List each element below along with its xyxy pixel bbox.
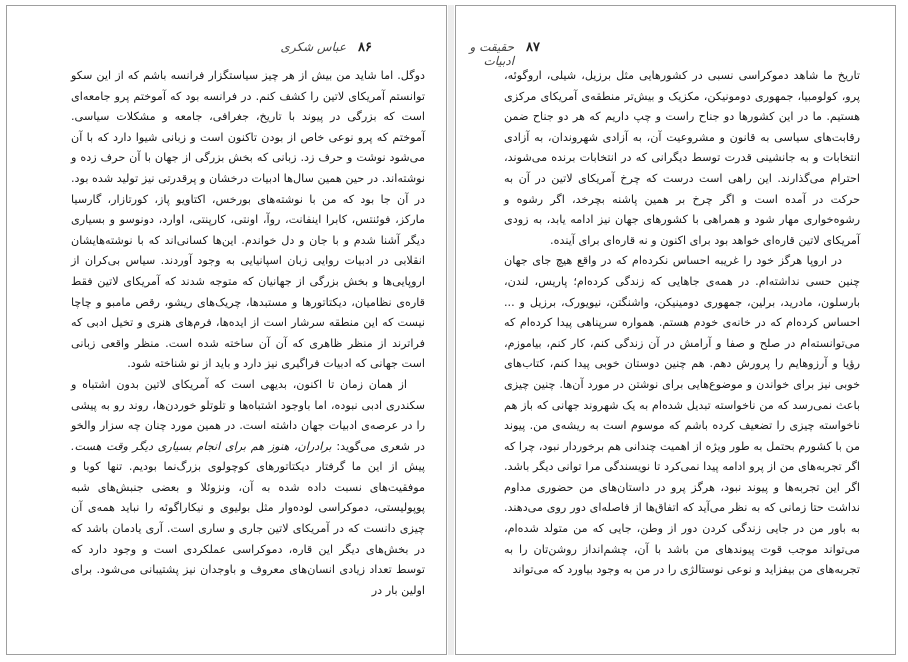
left-page: [6, 5, 447, 655]
book-gutter: [448, 5, 454, 655]
paragraph-text: از همان زمان تا اکنون، بدیهی است که آمریکای لاتین بدون اشتباه و سکندری ادبی نبوده، اما باوجود اشتباه‌ها و تلوتلو خوردن‌ها، روند رو به پیشی را در عرصه‌ی ادبیات جهان داشته است. در همین مورد چنان چه سزار والخو در شعری می‌گوید:: [71, 377, 426, 453]
right-page: [455, 5, 896, 655]
page-header: [280, 40, 372, 62]
paragraph-text: پیش از این ما گرفتار دیکتاتورهای کوچولوی بزرگ‌نما بودیم. تنها کوبا و موفقیت‌های نسبت داده شده به آن، ونزوئلا و بعضی جنبش‌های شبه پوپولیستی، دموکراسی لوده‌وار مثل بولیوی و نیکاراگوئه را نباید همه‌ی آن چیزی دانست که در آمریکای لاتین جاری و ساری است. آری یادمان باشد که در بخش‌های دیگر این قاره، دموکراسی عملکردی است و وجود دارد که توسط تعداد زیادی انسان‌های معروف و باوجدان نیز پشتیبانی می‌شود. برای اولین بار در: [71, 460, 425, 597]
paragraph: در اروپا هرگز خود را غریبه احساس نکرده‌ام که در واقع هیچ جای جهان چنین حسی نداشته‌ام. در همه‌ی جاهایی که زندگی کرده‌ام؛ پاریس، لندن، بارسلون، مادرید، برلین، جمهوری دومینیکن، واشنگتن، نیویورک، برزیل و ... احساس کرده‌ام که در خانه‌ی خودم هستم. همواره سرپناهی پیدا کرده‌ام که می‌توانسته‌ام در صلح و صفا و آرامش در آن زندگی کنم، کار کنم، بیاموزم، رؤیا و آرزوهایم را پرورش دهم. هم چنین دوستان خوبی پیدا کنم، کتاب‌های خوبی نیز برای خواندن و موضوع‌هایی برای نوشتن در مورد آن‌ها. چنین چیزی باعث نمی‌رسد که من ناخواسته تبدیل شده‌ام به یک شهروند جهانی که باز هم ناخواسته چیزی را تضعیف کرده باشم که موسوم است به ریشه‌ی من. پیوند من با کشورم بحتمل به طور ویژه از اهمیت چندانی هم برخوردار نبود، چرا که اگر تجربه‌های من از پرو ادامه پیدا نمی‌کرد تا نویسندگی مرا توانی دیگر باشد. اگر این تجربه‌ها و پیوند نبود، هرگز پرو در داستان‌های من حضوری مداوم نداشت حتا زمانی که به نظر می‌آید که اتفاق‌ها از فاصله‌ای دور روی می‌دهند. به باور من در جایی زندگی کردن دور از وطن، جایی که من متولد شده‌ام، می‌تواند موجب قوت پیوندهای من باشد با آن، چشم‌انداز روشن‌تان را به تجربه‌های من بیفزاید و نوعی نوستالژی را در من به وجود بیاورد که می‌تواند: [504, 254, 860, 577]
italic-quote: برادران، هنوز هم برای انجام بسیاری دیگر وقت هست.: [71, 439, 332, 453]
page-number: ۸۶: [358, 40, 372, 55]
paragraph: دوگل. اما شاید من بیش از هر چیز سیاستگزار فرانسه باشم که از این سکو توانستم آمریکای لاتین را کشف کنم. در فرانسه بود که آموختم پرو جامعه‌ای است که بزرگی در پیوند با تاریخ، جغرافی، جامعه و مشکلات سیاسی. آموختم که پرو نوعی خاص از بودن تاکنون است و زبانی شیوا دارد که با آن می‌شود نوشت و حرف زد. زبانی که بخش بزرگی از جهان با آن حرف زده و نوشته‌اند. در حین همین سال‌ها ادبیات درخشان و پرقدرتی نیز تولید شده بود. در آن جا بود که من با نوشته‌های بورخس، اکتاویو پاز، کورتازار، گارسیا مارکز، فوئنتس، کابرا اینفانت، روآ، اونتی، کارپنتی، اوارد، دونوسو و بسیاری دیگر آشنا شدم و با جان و دل خواندم. این‌ها کسانی‌اند که با نوشته‌هایشان انقلابی در ادبیات روایی زبان اسپانیایی به وجود آوردند. سیاس بی‌کران از اروپایی‌ها و بخش بزرگی از جهانیان که متوجه شدند که آمریکای لاتین فقط قاره‌ی نظامیان، دیکتاتورها و مستبدها، چریک‌های ریشو، رقص مامبو و چاچا نیست که این منطقه سرشار است از ایده‌ها، فرم‌های هنری و تخیل ادبی که فراترند از منظر ظاهری که آن آن ساخته شده است. منظر واقعی زبانی است جهانی که ادبیات فراگیری نیز دارد و باید از نو شناخته شود.: [71, 69, 425, 371]
page-body: [71, 66, 425, 601]
running-title: حقیقت و ادبیات: [469, 40, 515, 68]
paragraph: تاریخ ما شاهد دموکراسی نسبی در کشورهایی مثل برزیل، شیلی، اروگوئه، پرو، کولومبیا، جمهوری دومونیکن، مکزیک و بیش‌تر منطقه‌ی آمریکای مرکزی هستیم. ما در این کشورها دو جناح راست و چپ داریم که هر دو جناح ضمن رقابت‌های سیاسی به قانون و مشروعیت آن، به آزادی شهروندان، به آزادی انتخابات و به جانشینی قدرت توسط دیگرانی که در انتخابات برنده می‌شوند، احترام می‌گذارند. این راهی است درست که چرخ آمریکای لاتین در آن به حرکت در آمده است و اگر چرخ بر همین پاشنه بچرخد، اگر رشوه و رشوه‌خواری مهار شود و همراهی با کشورهای جهان نیز ادامه یابد، به زودی آمریکای لاتین قاره‌ای خواهد بود برای اکنون و نه قاره‌ای برای آینده.: [504, 69, 860, 247]
paragraph: [71, 375, 425, 602]
page-body: [504, 66, 860, 581]
running-title: عباس شکری: [280, 40, 347, 54]
page-header: [456, 40, 540, 68]
page-number: ۸۷: [526, 40, 540, 55]
